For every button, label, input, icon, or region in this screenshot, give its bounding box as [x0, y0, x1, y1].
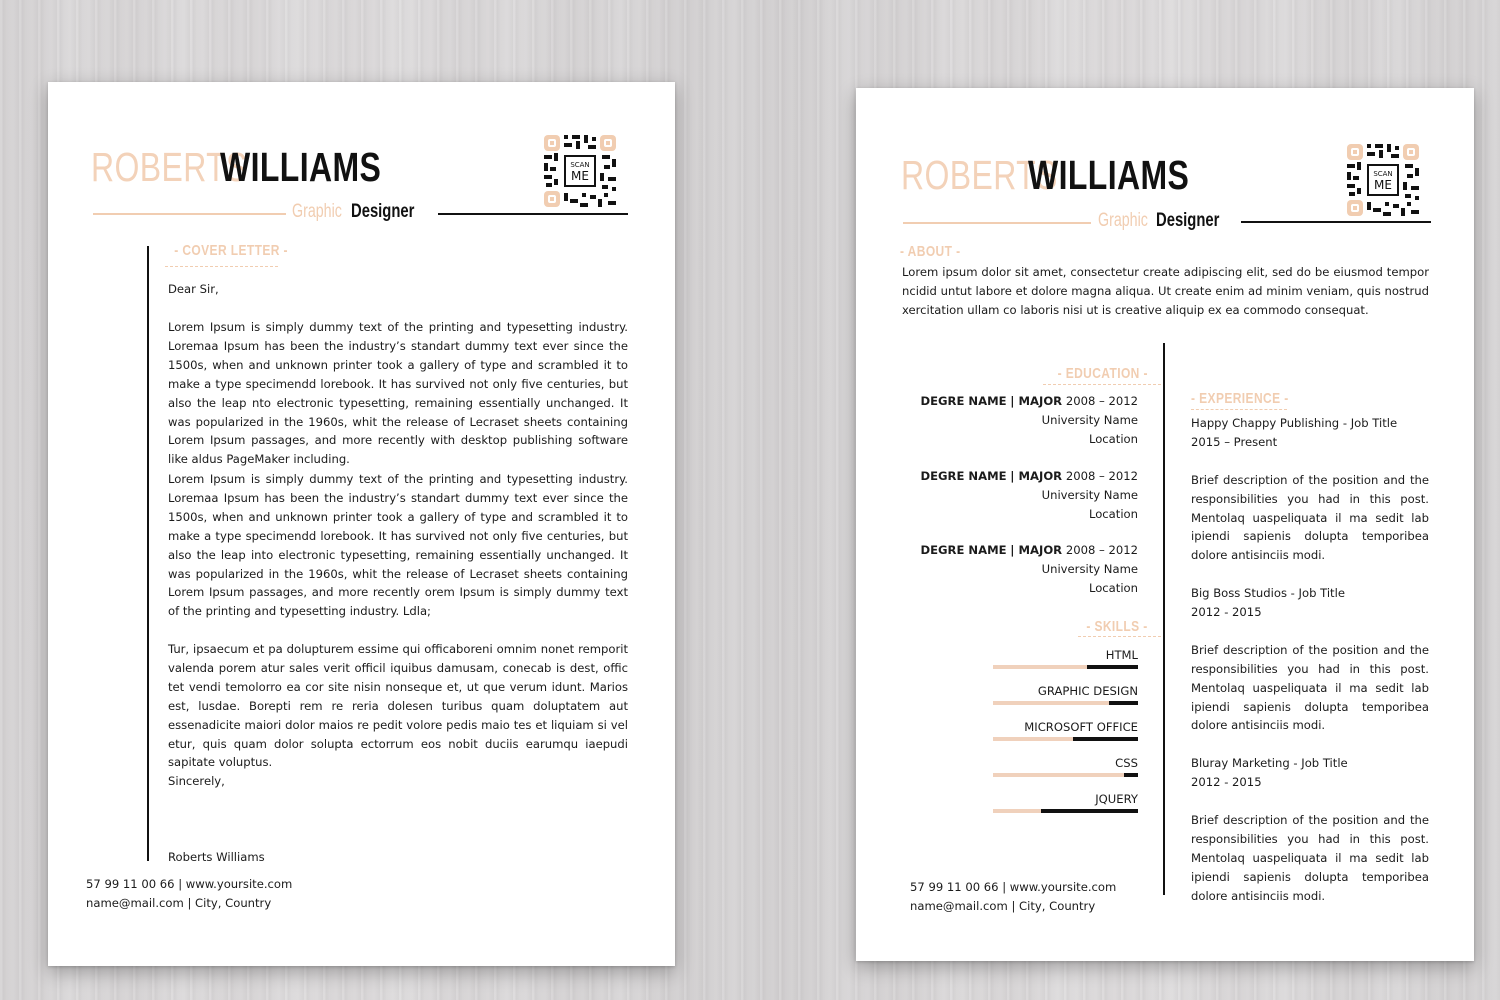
skill-bar — [993, 701, 1138, 705]
skill-name: CSS — [1115, 756, 1138, 770]
resume-header-rule-peach — [903, 222, 1091, 224]
skill-item — [993, 648, 1138, 684]
edu-location: Location — [1088, 431, 1138, 446]
experience-list — [1191, 414, 1429, 905]
experience-item — [1191, 414, 1429, 565]
education-item — [878, 541, 1138, 598]
skill-bar — [993, 737, 1138, 741]
skill-name: GRAPHIC DESIGN — [1037, 684, 1138, 698]
skills-list — [993, 648, 1138, 828]
skill-bar — [993, 809, 1138, 813]
skills-title-underline — [1078, 636, 1161, 637]
education-list — [878, 392, 1138, 598]
qr-scan-text: SCAN — [1373, 170, 1393, 178]
edu-years: 2008 – 2012 — [1065, 394, 1138, 408]
skill-bar-fill — [1041, 809, 1138, 813]
edu-years: 2008 – 2012 — [1065, 468, 1138, 483]
job-title: Happy Chappy Publishing - Job Title — [1191, 416, 1398, 430]
job-dates: 2015 – Present — [1191, 434, 1278, 449]
skill-bar-fill — [1124, 773, 1139, 777]
qr-me-text: ME — [571, 169, 589, 183]
cover-paragraph-3: Tur, ipsaecum et pa dolupturem essime qui officaboreni omnim nonet remporit valenda porem atur sales verit officil iquibus damusam, conecab is dest, offic tet vendi temolorro ea cor site nisin nonseque et, ut que verum idunt. Marios est, lusdae. Borepti rem re reria dolesen turibus quam doluptatem aut essenadicite maiori dolor maios re pedit volore pedis maio tes et liquiam si vel etur, quis quam dolor solupta ectorrum eos nobit duciis earumqu iaepudi sapitate voluptus. — [168, 642, 628, 770]
qr-me-text: ME — [1374, 178, 1392, 192]
skill-bar-fill — [1087, 665, 1138, 669]
edu-major: | MAJOR — [1010, 394, 1063, 408]
cover-contact-line-1: 57 99 11 00 66 | www.yoursite.com — [86, 877, 293, 891]
skill-name: JQUERY — [1095, 792, 1138, 806]
job-title: Bluray Marketing - Job Title — [1191, 756, 1348, 771]
edu-location: Location — [1088, 506, 1138, 521]
skill-bar-fill — [1109, 701, 1138, 705]
edu-university: University Name — [1041, 412, 1138, 427]
skill-item — [993, 684, 1138, 720]
header-rule-black — [438, 213, 628, 215]
job-dates: 2012 - 2015 — [1191, 775, 1262, 790]
qr-code-icon — [542, 133, 618, 209]
edu-degree: DEGRE NAME — [920, 468, 1007, 483]
education-item — [878, 392, 1138, 449]
resume-header-rule-black — [1241, 221, 1431, 223]
job-description: Brief description of the position and the responsibilities you had in this post. Mentolaq uaspeliquata il ma sedit lab ipiendi sapienis dolupta temporibea dolore antisinciis modi. — [1191, 642, 1429, 733]
resume-contact-line-2: name@mail.com | City, Country — [910, 899, 1096, 913]
skills-title: - SKILLS - — [1086, 618, 1148, 635]
education-item — [878, 467, 1138, 524]
resume-contact-line-1: 57 99 11 00 66 | www.yoursite.com — [910, 880, 1117, 894]
edu-years: 2008 – 2012 — [1065, 543, 1138, 558]
about-title: - ABOUT - — [900, 243, 961, 260]
signature: Roberts Williams — [168, 850, 265, 864]
resume-name-last: WILLIAMS — [1028, 152, 1190, 198]
skill-item — [993, 720, 1138, 756]
resume-subtitle-designer: Designer — [1156, 210, 1220, 231]
experience-item — [1191, 584, 1429, 735]
job-description: Brief description of the position and the responsibilities you had in this post. Mentolaq uaspeliquata il ma sedit lab ipiendi sapienis dolupta temporibea dolore antisinciis modi. — [1191, 472, 1429, 563]
edu-major: | MAJOR — [1010, 468, 1063, 483]
about-text: Lorem ipsum dolor sit amet, consectetur create adipiscing elit, sed do be eiusmod tempor ncidid untut labore et dolore magna aliqua. Ut create enim ad minim veniam, quis nostrud xercitation ullam co laboris nisi ut is creative aliquip ex ea commodo consequat. — [902, 265, 1429, 317]
skill-item — [993, 792, 1138, 828]
greeting: Dear Sir, — [168, 282, 219, 296]
edu-university: University Name — [1041, 487, 1138, 502]
qr-scan-text: SCAN — [570, 161, 590, 169]
resume-name-first: ROBERTS — [901, 152, 1058, 198]
cover-name-last: WILLIAMS — [220, 144, 382, 190]
cover-letter-page — [48, 82, 675, 966]
closing: Sincerely, — [168, 774, 225, 788]
experience-title-underline — [1191, 409, 1287, 410]
cover-contact-line-2: name@mail.com | City, Country — [86, 896, 272, 910]
job-title: Big Boss Studios - Job Title — [1191, 586, 1345, 601]
edu-location: Location — [1088, 581, 1138, 596]
edu-university: University Name — [1041, 562, 1138, 577]
cover-letter-title: - COVER LETTER - — [174, 242, 288, 259]
job-dates: 2012 - 2015 — [1191, 605, 1262, 620]
skill-bar-fill — [1073, 737, 1138, 741]
education-title-underline — [1043, 384, 1161, 385]
cover-paragraph-2: Lorem Ipsum is simply dummy text of the printing and typesetting industry. Loremaa Ipsum has been the industry’s standart dummy text ever since the 1500s, when and unknown printer took a gallery of type and scrambled it to make a type specimendd lorebook. It has survived not only five centuries, but also the leap into electronic typesetting, remaining essentially unchanged. It was popularized in the 1960s, whit the release of Lecraset sheets containing Lorem Ipsum passages, and more recently orem Ipsum is simply dummy text of the printing and typesetting industry. Ldla; — [168, 472, 628, 619]
experience-item — [1191, 754, 1429, 905]
qr-code-icon — [1345, 142, 1421, 218]
cover-subtitle-designer: Designer — [351, 201, 415, 222]
resume-page — [856, 88, 1474, 961]
skill-name: HTML — [1105, 648, 1138, 662]
cover-name-first: ROBERTS — [91, 144, 248, 190]
skill-name: MICROSOFT OFFICE — [1024, 720, 1138, 734]
header-rule-peach — [93, 213, 286, 215]
edu-major: | MAJOR — [1010, 543, 1063, 558]
cover-paragraph-1: Lorem Ipsum is simply dummy text of the printing and typesetting industry. Loremaa Ipsum has been the industry’s standart dummy text ever since the 1500s, when and unknown printer took a gallery of type and scrambled it to make a type specimendd lorebook. It has survived not only five centuries, but also the leap nto electronic typesetting, remaining essentially unchanged. It was popularized in the 1960s, whit the release of Lecraset sheets containing Lorem Ipsum passages, and more recently with desktop publishing software like aldus PageMaker including. — [168, 320, 628, 467]
job-description: Brief description of the position and the responsibilities you had in this post. Mentolaq uaspeliquata il ma sedit lab ipiendi sapienis dolupta temporibea dolore antisinciis modi. — [1191, 812, 1429, 903]
resume-subtitle-graphic: Graphic — [1098, 210, 1148, 231]
cover-letter-title-underline — [165, 266, 278, 267]
cover-vertical-rule — [147, 246, 149, 861]
education-title: - EDUCATION - — [1057, 365, 1148, 382]
skill-bar — [993, 665, 1138, 669]
skill-item — [993, 756, 1138, 792]
edu-degree: DEGRE NAME — [920, 543, 1007, 558]
experience-title: - EXPERIENCE - — [1191, 390, 1289, 407]
skill-bar — [993, 773, 1138, 777]
edu-degree: DEGRE NAME — [920, 394, 1007, 408]
cover-subtitle-graphic: Graphic — [292, 201, 342, 222]
resume-vertical-rule — [1163, 343, 1165, 895]
